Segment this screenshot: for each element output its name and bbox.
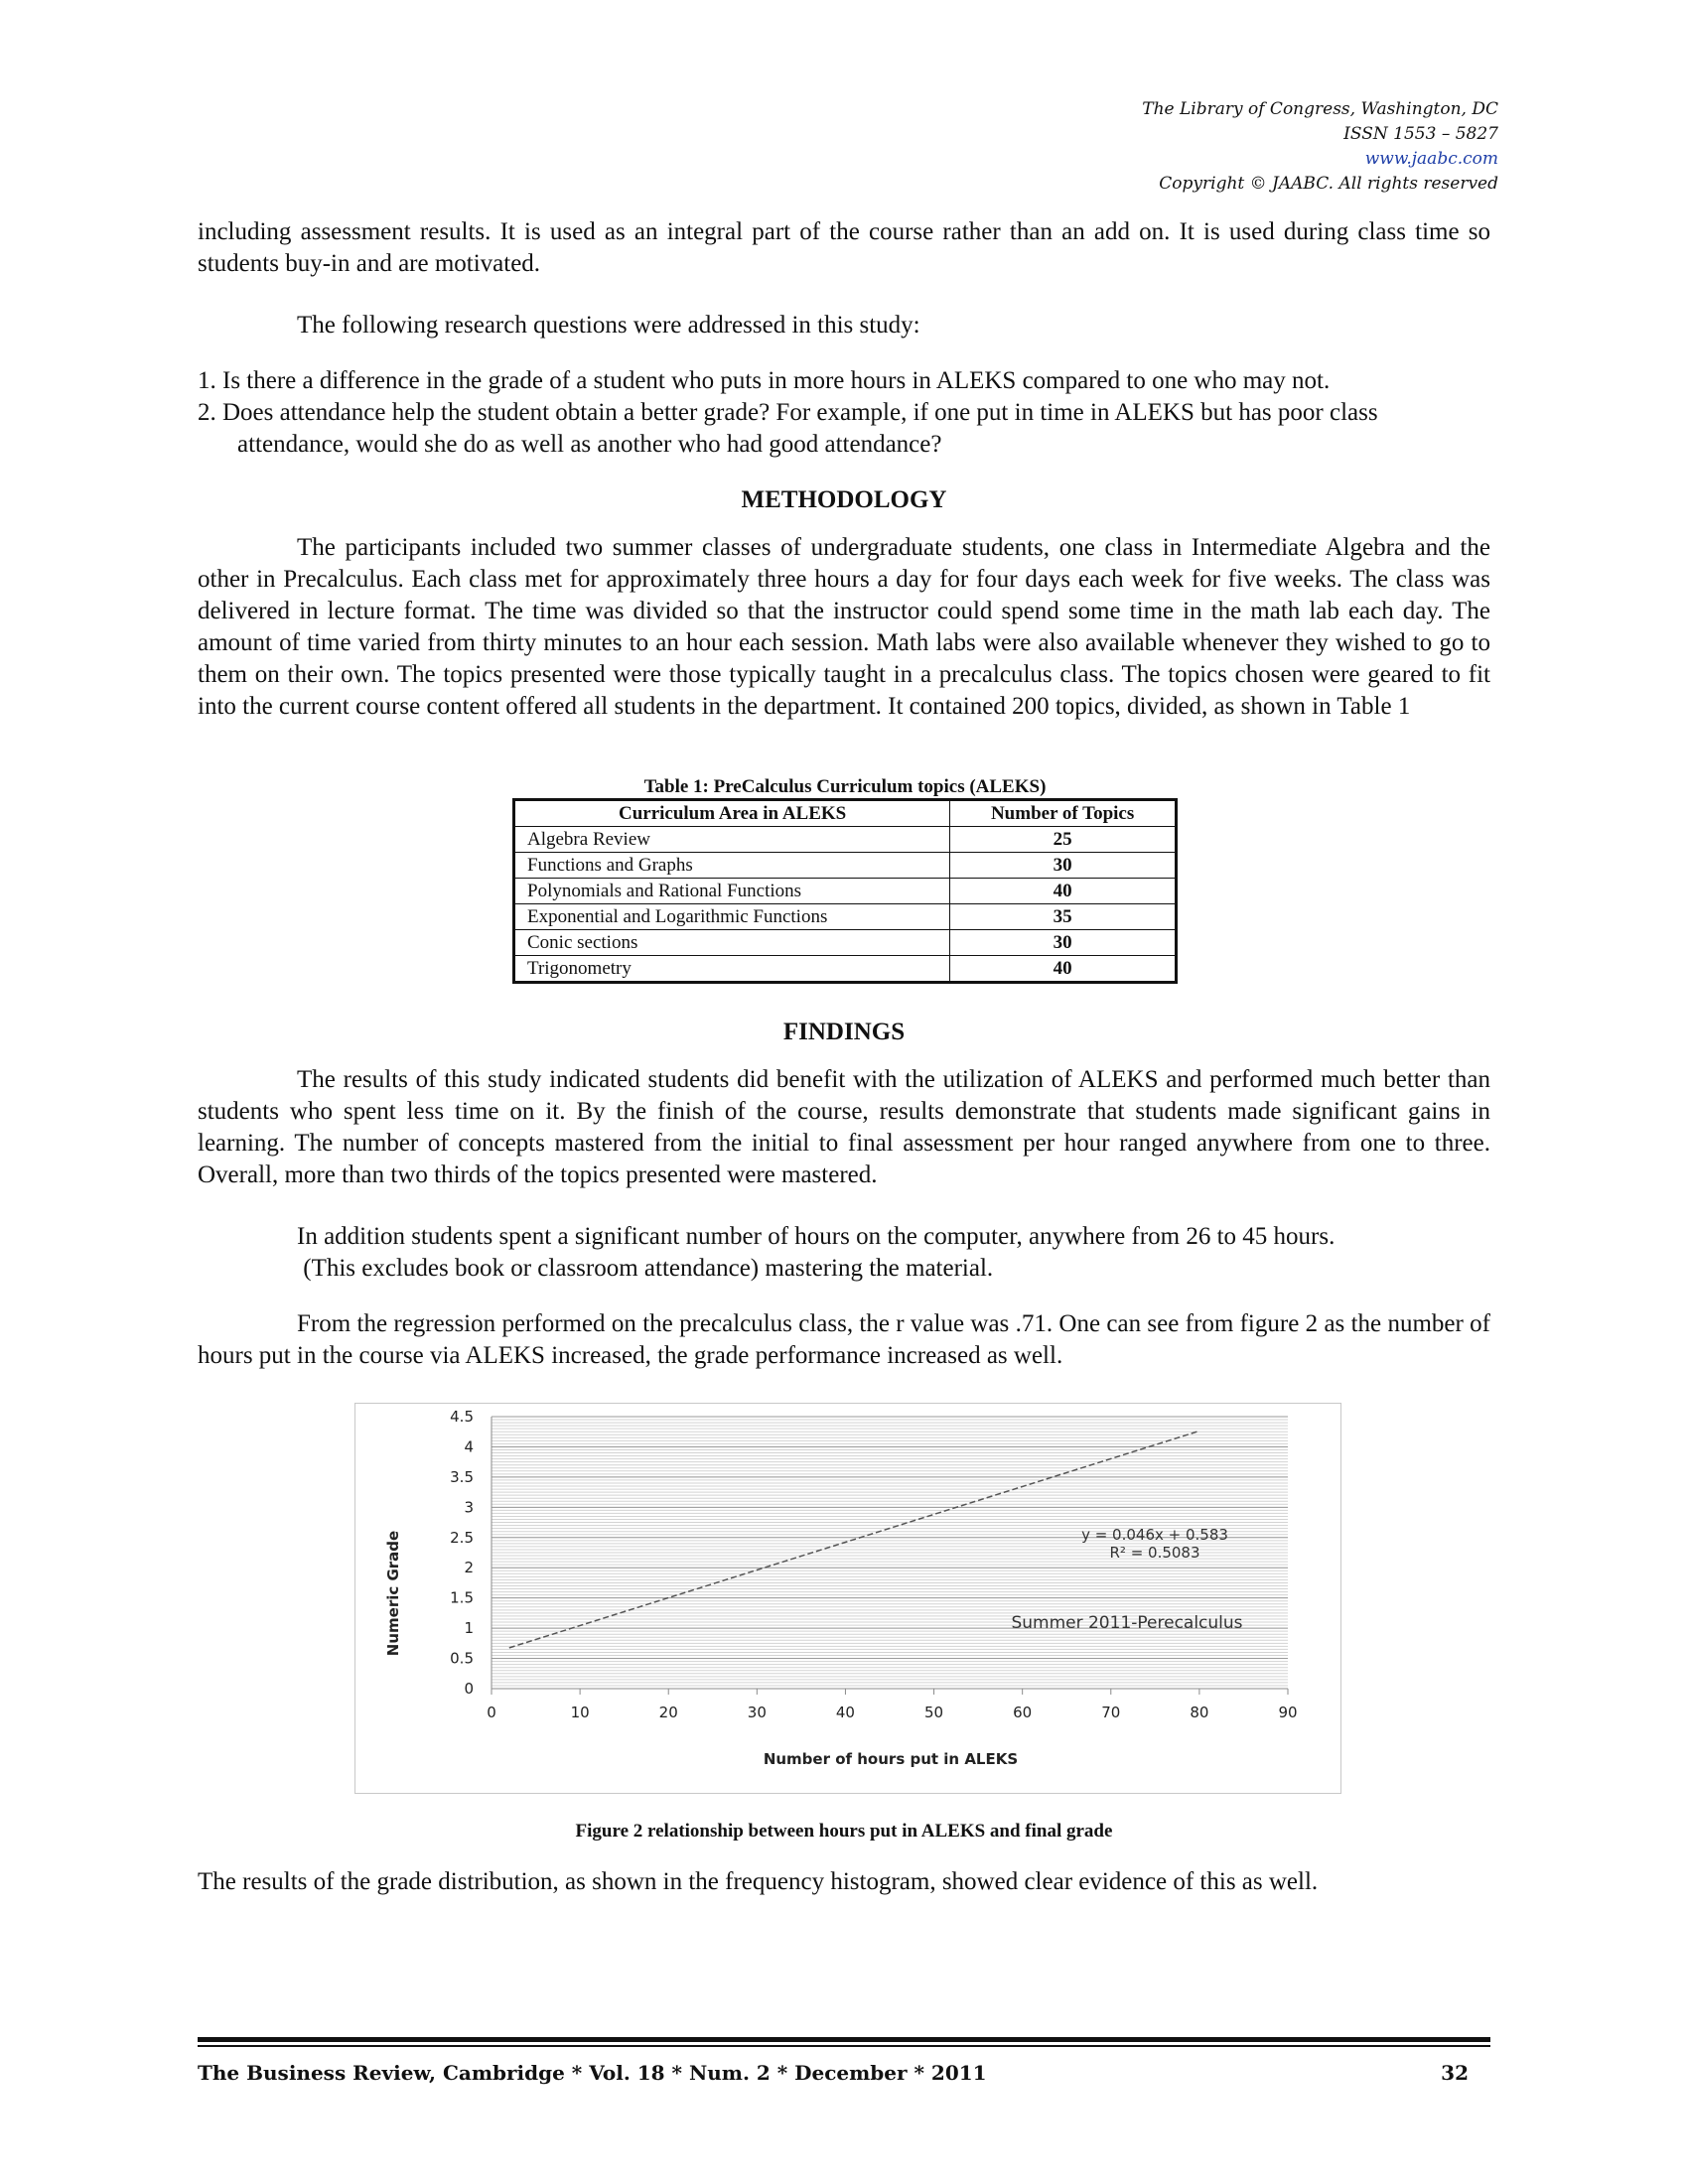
table-row — [514, 956, 1177, 983]
y-tick-label: 0.5 — [450, 1649, 474, 1668]
table-row — [514, 827, 1177, 853]
topics-cell: 30 — [950, 930, 1177, 956]
header-issn: ISSN 1553 – 5827 — [1343, 124, 1498, 144]
findings-paragraph-1: The results of this study indicated students did benefit with the utilization of ALEKS and performed much better than students who spent less time on it. By the finish of the course, results demonstrate that students made significant gains in learning. The number of concepts mastered from the initial to final assessment per hour ranged anywhere from one to three. Overall, more than two thirds of the topics presented were mastered. — [198, 1066, 1490, 1188]
footer-rule-thick — [198, 2037, 1490, 2042]
table-row — [514, 930, 1177, 956]
chart-series-note: Summer 2011-Perecalculus — [1011, 1613, 1243, 1633]
y-axis-label: Numeric Grade — [384, 1530, 402, 1657]
y-tick-label: 1.5 — [450, 1588, 474, 1607]
r-squared-label: R² = 0.5083 — [1109, 1544, 1200, 1562]
column-header-area: Curriculum Area in ALEKS — [514, 800, 950, 827]
findings-heading: FINDINGS — [782, 1019, 906, 1045]
curriculum-table-grid — [512, 798, 1178, 984]
x-tick-label: 60 — [1013, 1704, 1033, 1721]
curriculum-table — [512, 777, 1178, 984]
x-tick-label: 40 — [835, 1704, 855, 1721]
regression-chart-svg — [354, 1403, 1341, 1794]
journal-header — [1142, 97, 1498, 197]
regression-chart — [354, 1403, 1341, 1794]
x-tick-label: 90 — [1278, 1704, 1298, 1721]
x-tick-label: 10 — [570, 1704, 590, 1721]
page-footer — [198, 2061, 1469, 2085]
topics-cell: 40 — [950, 879, 1177, 904]
y-tick-label: 1 — [464, 1619, 474, 1638]
intro-paragraph: including assessment results. It is used as an integral part of the course rather than an add on. It is used during class time so students buy-in and are motivated. — [198, 218, 1490, 277]
table-row — [514, 853, 1177, 879]
area-cell: Polynomials and Rational Functions — [514, 879, 950, 904]
area-cell: Functions and Graphs — [514, 853, 950, 879]
y-tick-label: 2.5 — [450, 1528, 474, 1547]
y-tick-label: 3 — [464, 1498, 474, 1517]
footer-journal-info: The Business Review, Cambridge * Vol. 18 * Num. 2 * December * 2011 — [198, 2061, 987, 2085]
column-header-topics: Number of Topics — [950, 800, 1177, 827]
question-2: 2. Does attendance help the student obtain a better grade? For example, if one put in time in ALEKS but has poor class attendance, would she do as well as another who had good attendance? — [198, 399, 1378, 458]
regression-equation: y = 0.046x + 0.583 — [1081, 1526, 1228, 1544]
topics-cell: 35 — [950, 904, 1177, 930]
methodology-paragraph: The participants included two summer classes of undergraduate students, one class in Intermediate Algebra and the other in Precalculus. Each class met for approximately three hours a day for four days each week for five weeks. The class was delivered in lecture format. The time was divided so that the instructor could spend some time in the math lab each day. The amount of time varied from thirty minutes to an hour each session. Math labs were also available whenever they wished to go to them on their own. The topics presented were those typically taught in a precalculus class. The topics chosen were geared to fit into the current course content offered all students in the department. It contained 200 topics, divided, as shown in Table 1 — [198, 534, 1490, 720]
y-tick-label: 3.5 — [450, 1467, 474, 1486]
x-tick-label: 20 — [658, 1704, 678, 1721]
x-tick-label: 70 — [1101, 1704, 1121, 1721]
area-cell: Algebra Review — [514, 827, 950, 853]
area-cell: Conic sections — [514, 930, 950, 956]
area-cell: Exponential and Logarithmic Functions — [514, 904, 950, 930]
closing-paragraph: The results of the grade distribution, as shown in the frequency histogram, showed clear evidence of this as well. — [198, 1868, 1319, 1895]
area-cell: Trigonometry — [514, 956, 950, 983]
header-copyright: Copyright © JAABC. All rights reserved — [1159, 174, 1498, 194]
header-website-link[interactable]: www.jaabc.com — [1364, 149, 1498, 169]
table-row — [514, 879, 1177, 904]
y-tick-label: 4 — [464, 1437, 474, 1456]
topics-cell: 30 — [950, 853, 1177, 879]
topics-cell: 40 — [950, 956, 1177, 983]
x-axis-label: Number of hours put in ALEKS — [763, 1750, 1019, 1768]
y-tick-label: 4.5 — [450, 1408, 474, 1426]
table-row — [514, 904, 1177, 930]
y-tick-label: 2 — [464, 1559, 474, 1577]
header-library: The Library of Congress, Washington, DC — [1142, 99, 1498, 119]
x-tick-label: 80 — [1190, 1704, 1209, 1721]
y-tick-label: 0 — [464, 1680, 474, 1698]
x-tick-label: 0 — [487, 1704, 496, 1721]
figure-caption: Figure 2 relationship between hours put in ALEKS and final grade — [575, 1821, 1113, 1842]
question-1: 1. Is there a difference in the grade of a student who puts in more hours in ALEKS compared to one who may not. — [198, 367, 1331, 394]
methodology-heading: METHODOLOGY — [741, 486, 947, 513]
footer-rule-thin — [198, 2045, 1490, 2047]
findings-paragraph-2: In addition students spent a significant number of hours on the computer, anywhere from 26 to 45 hours. (This excludes book or classroom attendance) mastering the material. — [297, 1223, 1336, 1282]
x-tick-label: 30 — [747, 1704, 767, 1721]
research-questions — [198, 365, 1490, 461]
table-title: Table 1: PreCalculus Curriculum topics (ALEKS) — [643, 776, 1047, 797]
x-tick-label: 50 — [924, 1704, 944, 1721]
findings-paragraph-3: From the regression performed on the precalculus class, the r value was .71. One can see from figure 2 as the number of hours put in the course via ALEKS increased, the grade performance increased as well. — [198, 1310, 1490, 1369]
table-header-row — [514, 800, 1177, 827]
topics-cell: 25 — [950, 827, 1177, 853]
page-number: 32 — [1441, 2061, 1469, 2085]
research-intro: The following research questions were addressed in this study: — [297, 312, 920, 339]
